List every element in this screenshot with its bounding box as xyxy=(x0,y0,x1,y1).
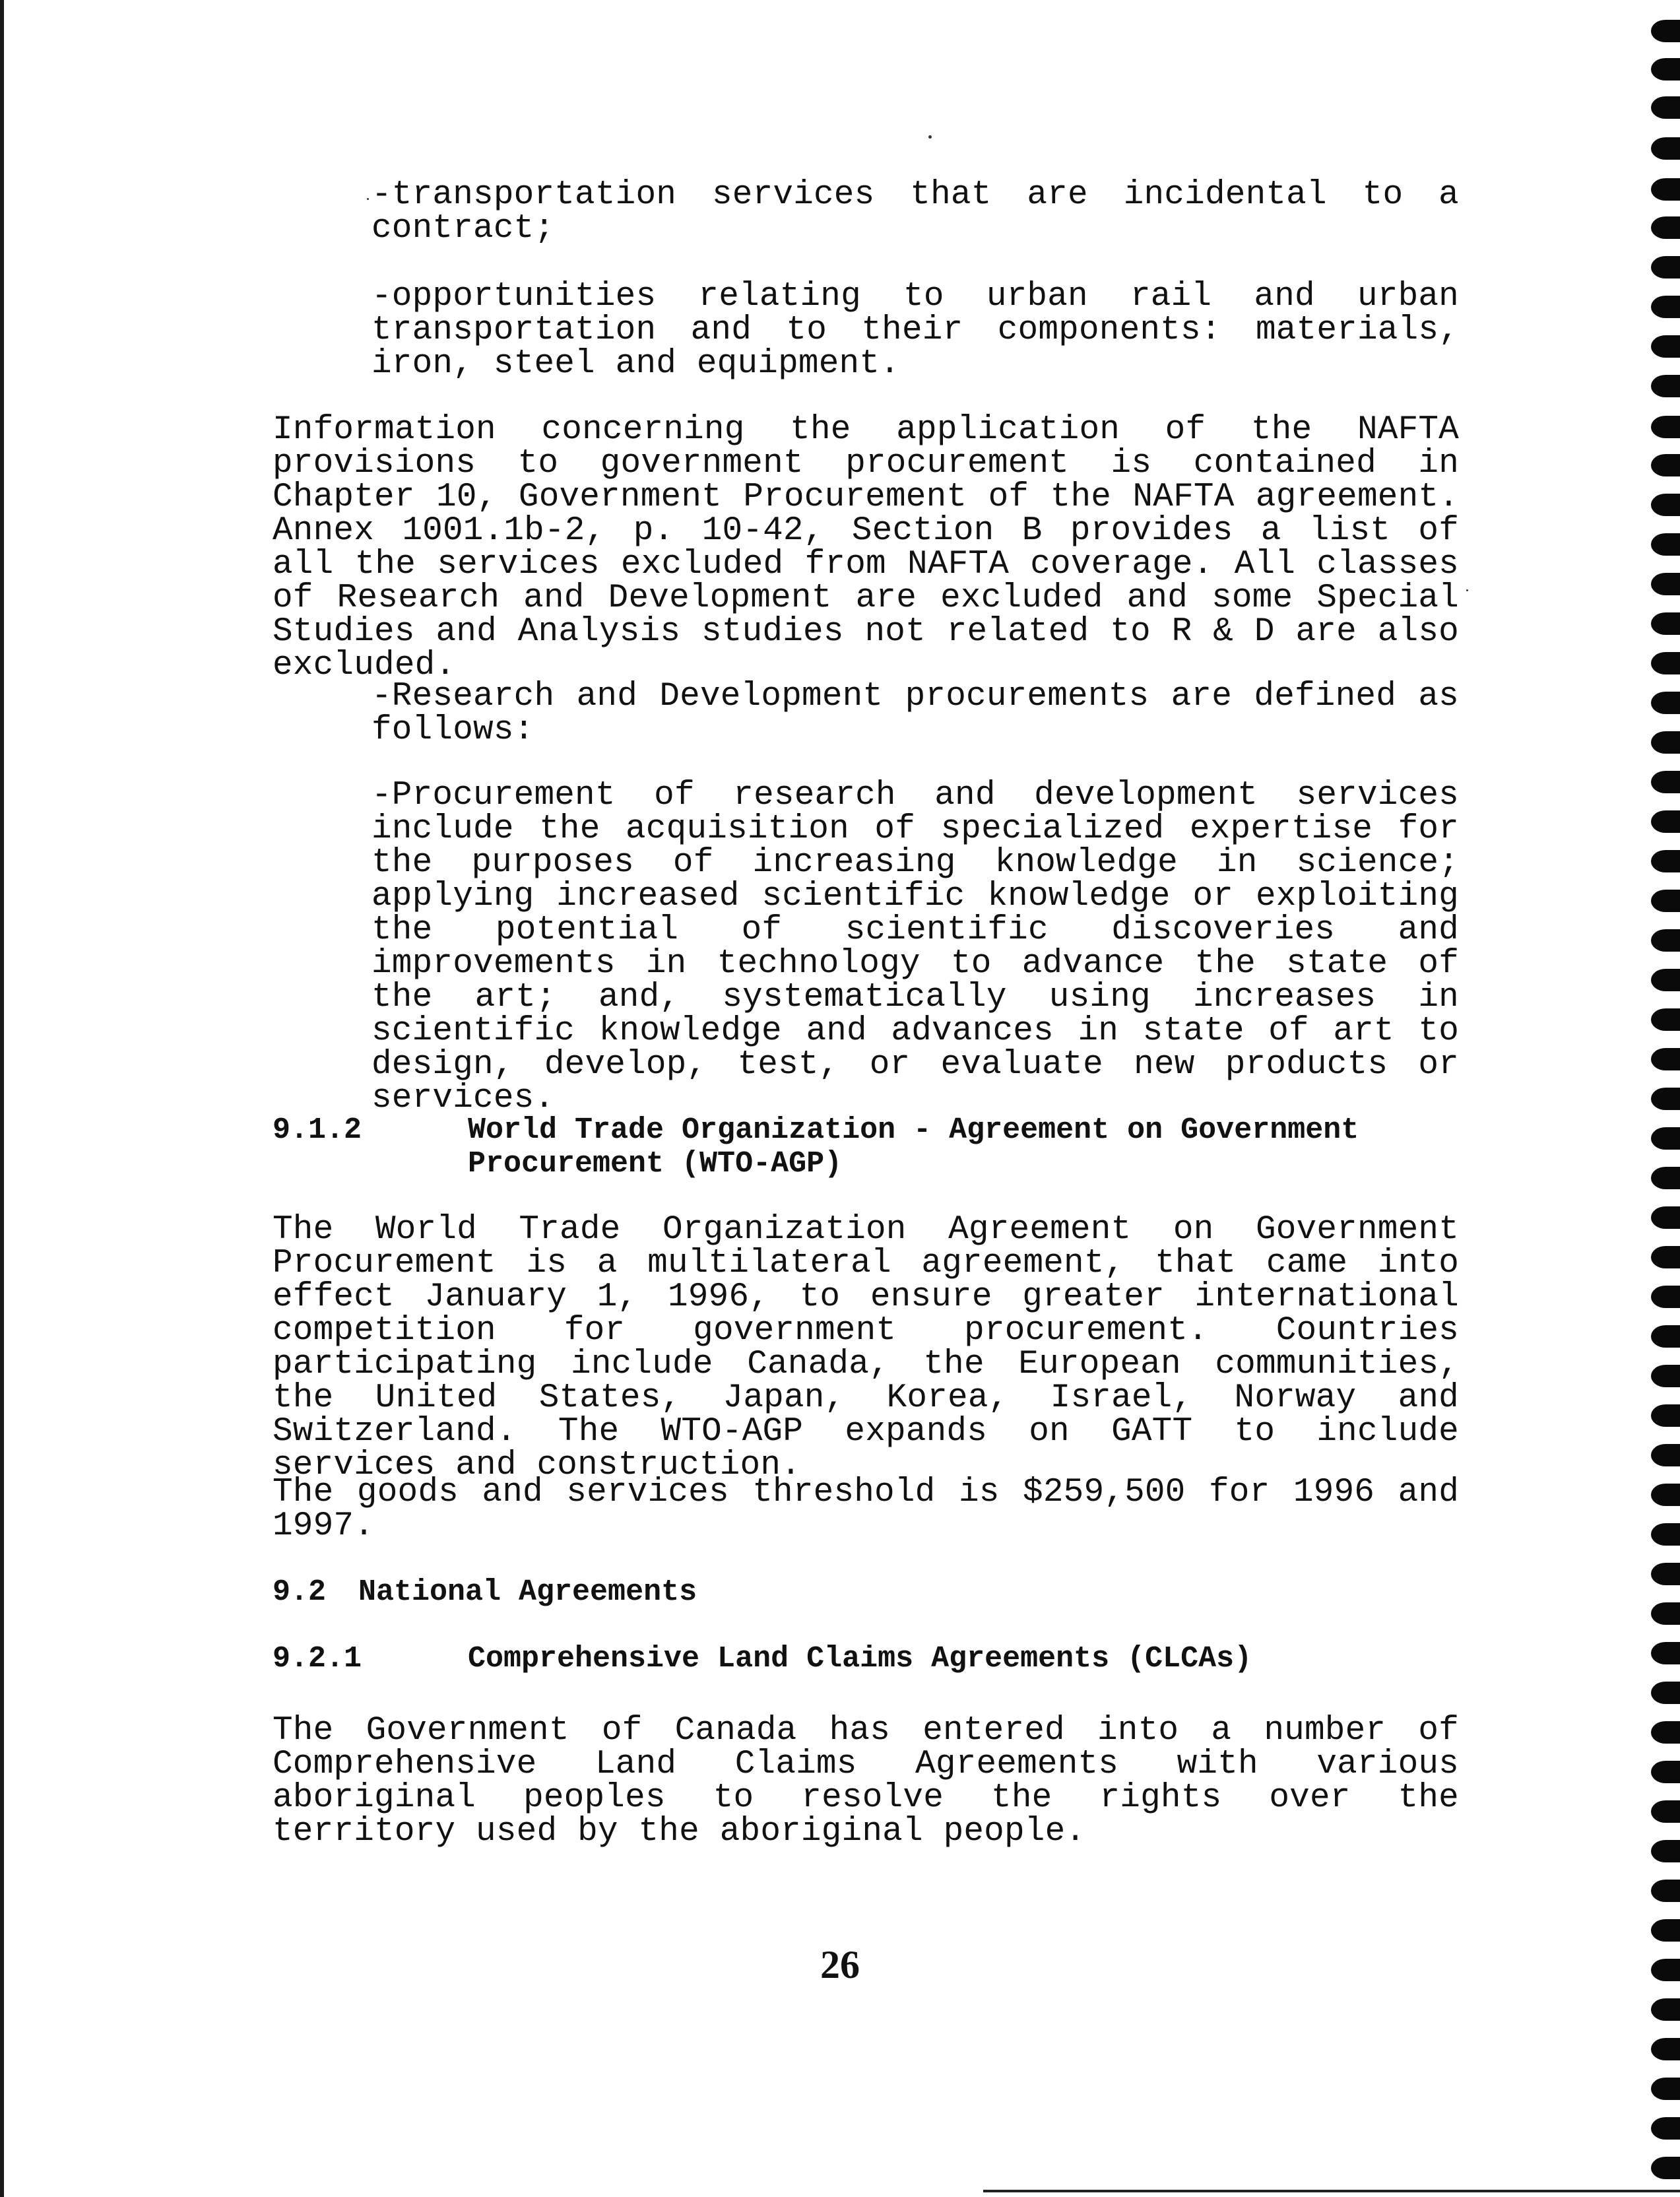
binding-hole xyxy=(1651,929,1680,952)
binding-hole xyxy=(1651,2078,1680,2100)
binding-hole xyxy=(1651,890,1680,912)
binding-hole xyxy=(1651,1919,1680,1942)
binding-hole xyxy=(1651,1088,1680,1110)
page-number: 26 xyxy=(820,1943,860,1986)
binding-hole xyxy=(1651,1286,1680,1308)
scan-speck xyxy=(928,135,932,139)
binding-hole xyxy=(1651,573,1680,595)
paragraph-transportation-services: -transportation services that are incidental to a contract; xyxy=(372,176,1459,247)
scan-speck xyxy=(367,198,369,200)
binding-hole xyxy=(1651,1602,1680,1625)
binding-hole xyxy=(1651,1048,1680,1070)
binding-hole xyxy=(1651,1721,1680,1744)
binding-hole xyxy=(1651,1206,1680,1229)
binding-hole xyxy=(1651,2038,1680,2060)
binding-hole xyxy=(1651,494,1680,516)
binding-hole xyxy=(1651,1404,1680,1427)
section-title: Comprehensive Land Claims Agreements (CLCAs) xyxy=(468,1642,1252,1676)
binding-hole xyxy=(1651,335,1680,358)
binding-hole xyxy=(1651,652,1680,674)
binding-hole xyxy=(1651,1167,1680,1189)
section-title: World Trade Organization - Agreement on Government Procurement (WTO-AGP) xyxy=(468,1113,1359,1181)
binding-hole xyxy=(1651,1008,1680,1031)
binding-hole xyxy=(1651,137,1680,160)
binding-hole xyxy=(1651,58,1680,81)
paragraph-clca: The Government of Canada has entered into a number of Comprehensive Land Claims Agreements with various aboriginal peoples to resolve the rights over the territory used by the aboriginal people. xyxy=(273,1712,1459,1851)
binding-hole xyxy=(1651,1998,1680,2021)
binding-hole xyxy=(1651,1880,1680,1902)
binding-hole xyxy=(1651,771,1680,793)
binding-hole xyxy=(1651,850,1680,872)
binding-hole xyxy=(1651,1959,1680,1981)
binding-hole xyxy=(1651,2157,1680,2179)
binding-hole xyxy=(1651,1444,1680,1466)
binding-hole xyxy=(1651,1127,1680,1150)
binding-holes xyxy=(1640,0,1680,2197)
section-number: 9.1.2 xyxy=(273,1113,362,1147)
binding-hole xyxy=(1651,810,1680,833)
binding-hole xyxy=(1651,1761,1680,1783)
binding-hole xyxy=(1651,454,1680,476)
scan-speck xyxy=(1466,589,1468,591)
binding-hole xyxy=(1651,1523,1680,1546)
paragraph-threshold: The goods and services threshold is $259,500 for 1996 and 1997. xyxy=(273,1474,1459,1545)
section-number: 9.2 xyxy=(273,1575,327,1609)
binding-hole xyxy=(1651,1484,1680,1506)
binding-hole xyxy=(1651,692,1680,714)
paragraph-wto-agp: The World Trade Organization Agreement on Government Procurement is a multilateral agreement, that came into effect January 1, 1996, to ensure greater international competition for government procurement. Countries participating include Canada, the European communities, the United States, Japan, Korea, Israel, Norway and Switzerland. The WTO-AGP expands on GATT to include services and construction. xyxy=(273,1211,1459,1484)
binding-hole xyxy=(1651,731,1680,754)
paragraph-nafta-information: Information concerning the application of the NAFTA provisions to government procurement is contained in Chapter 10, Government Procurement of the NAFTA agreement. Annex 1001.1b-2, p. 10-42, Section B provides a list of all the services excluded from NAFTA coverage. All classes of Research and Development are excluded and some Special Studies and Analysis studies not related to R & D are also excluded. xyxy=(273,411,1459,684)
section-heading-9-1-2 xyxy=(273,1113,1459,1181)
binding-hole xyxy=(1651,375,1680,397)
page-left-edge xyxy=(0,0,4,2197)
binding-hole xyxy=(1651,96,1680,119)
binding-hole xyxy=(1651,1800,1680,1823)
page-bottom-edge xyxy=(983,2190,1680,2192)
binding-hole xyxy=(1651,969,1680,991)
binding-hole xyxy=(1651,1325,1680,1348)
binding-hole xyxy=(1651,1563,1680,1585)
binding-hole xyxy=(1651,178,1680,201)
section-heading-9-2 xyxy=(273,1575,1459,1609)
paragraph-rd-procurement-definition: -Procurement of research and development services include the acquisition of specialized expertise for the purposes of increasing knowledge in science; applying increased scientific knowledge or exploiting the potential of scientific discoveries and improvements in technology to advance the state of the art; and, systematically using increases in scientific knowledge and advances in state of art to design, develop, test, or evaluate new products or services. xyxy=(372,777,1459,1117)
paragraph-rd-definition-intro: -Research and Development procurements are defined as follows: xyxy=(372,678,1459,749)
binding-hole xyxy=(1651,612,1680,635)
binding-hole xyxy=(1651,533,1680,556)
binding-hole xyxy=(1651,216,1680,239)
binding-hole xyxy=(1651,1246,1680,1268)
paragraph-urban-rail: -opportunities relating to urban rail and urban transportation and to their components: materials, iron, steel and equipment. xyxy=(372,278,1459,383)
binding-hole xyxy=(1651,20,1680,42)
section-number: 9.2.1 xyxy=(273,1642,362,1676)
binding-hole xyxy=(1651,2117,1680,2140)
binding-hole xyxy=(1651,256,1680,279)
binding-hole xyxy=(1651,1682,1680,1704)
section-heading-9-2-1 xyxy=(273,1642,1459,1676)
binding-hole xyxy=(1651,416,1680,438)
binding-hole xyxy=(1651,296,1680,318)
binding-hole xyxy=(1651,1642,1680,1664)
section-title: National Agreements xyxy=(358,1575,697,1609)
binding-hole xyxy=(1651,1365,1680,1387)
binding-hole xyxy=(1651,1840,1680,1862)
